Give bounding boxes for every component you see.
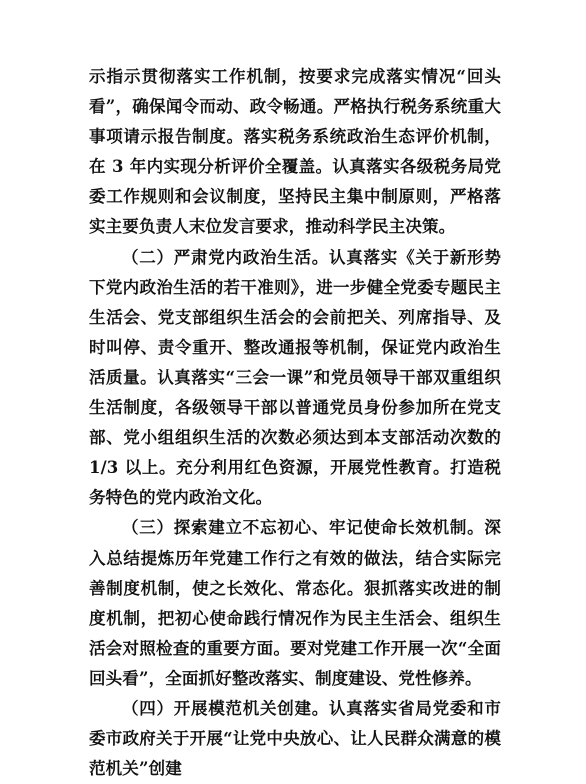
paragraph-section-two: （二）严肃党内政治生活。认真落实《关于新形势下党内政治生活的若干准则》，进一步健全党委专题民主生活会、党支部组织生活会的会前把关、列席指导、及时叫停、责令重开、整改通报等机制，保证党内政治生活质量。认真落实“三会一课”和党员领导干部双重组织生活制度，各级领导干部以普通党员身份参加所在党支部、党小组组织生活的次数必须达到本支部活动次数的 1/3 以上。充分利用红色资源，开展党性教育。打造税务特色的党内政治文化。 [89,247,501,508]
paragraph-continuation: 示指示贯彻落实工作机制，按要求完成落实情况“回头看”，确保闻令而动、政令畅通。严格执行税务系统重大事项请示报告制度。落实税务系统政治生态评价机制，在 3 年内实现分析评价全覆盖。认真落实各级税务局党委工作规则和会议制度，坚持民主集中制原则，严格落实主要负责人末位发言要求，推动科学民主决策。 [89,67,501,237]
paragraph-section-three: （三）探索建立不忘初心、牢记使命长效机制。深入总结提炼历年党建工作行之有效的做法，结合实际完善制度机制，使之长效化、常态化。狠抓落实改进的制度机制，把初心使命践行情况作为民主生活会、组织生活会对照检查的重要方面。要对党建工作开展一次“全面回头看”，全面抓好整改落实、制度建设、党性修养。 [89,518,501,688]
document-body [89,62,501,784]
paragraph-section-four: （四）开展模范机关创建。认真落实省局党委和市委市政府关于开展“让党中央放心、让人民群众满意的模范机关”创建 [89,698,501,779]
